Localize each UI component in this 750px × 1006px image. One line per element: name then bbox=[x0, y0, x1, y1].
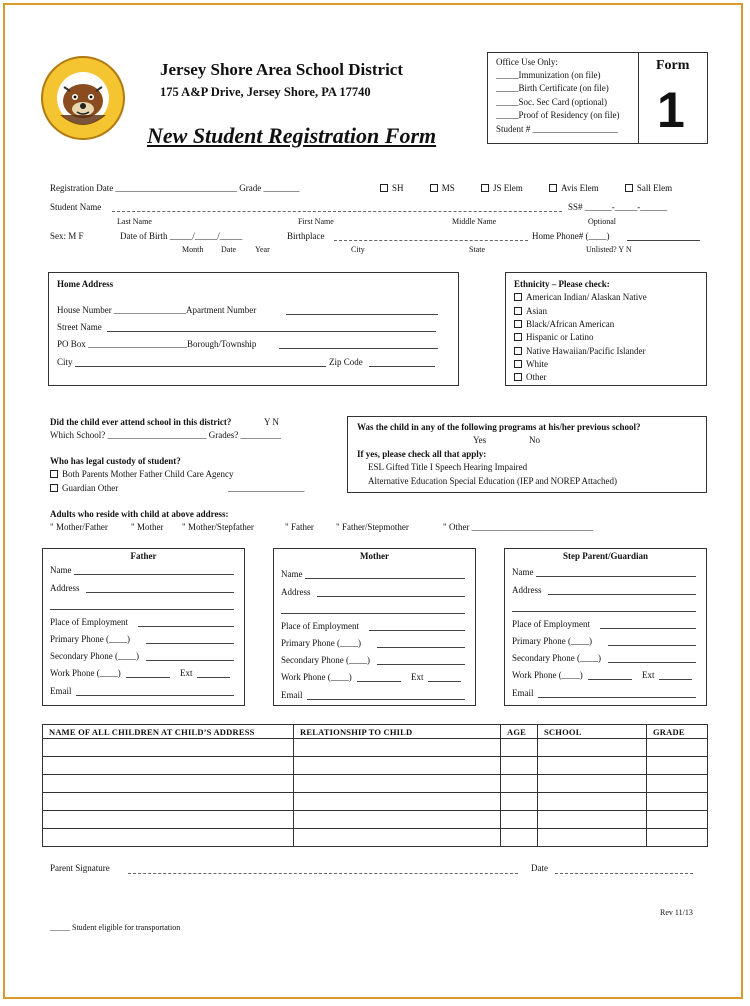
signature-line[interactable] bbox=[128, 873, 518, 874]
custody-options-row1[interactable]: Both Parents Mother Father Child Care Agency bbox=[50, 469, 233, 479]
ethnicity-option[interactable]: Hispanic or Latino bbox=[514, 332, 593, 342]
checkbox-icon[interactable] bbox=[625, 184, 633, 192]
checkbox-icon[interactable] bbox=[514, 373, 522, 381]
last-name-caption: Last Name bbox=[117, 217, 152, 226]
reside-option[interactable]: " Mother bbox=[131, 522, 164, 532]
date-caption: Date bbox=[221, 245, 237, 254]
attend-question: Did the child ever attend school in this district? bbox=[50, 417, 232, 427]
table-cell[interactable] bbox=[538, 739, 647, 757]
page-border bbox=[3, 3, 743, 999]
street-name-line[interactable] bbox=[107, 331, 436, 332]
student-name-line[interactable] bbox=[112, 211, 562, 212]
city-caption: City bbox=[351, 245, 365, 254]
guardian-field-address: Address bbox=[281, 587, 311, 597]
ethnicity-option[interactable]: Native Hawaiian/Pacific Islander bbox=[514, 346, 645, 356]
column-header: GRADE bbox=[647, 725, 708, 739]
reside-option[interactable]: " Mother/Father bbox=[50, 522, 108, 532]
guardian-field-email: Email bbox=[512, 688, 534, 698]
guardian-box-title: Step Parent/Guardian bbox=[562, 551, 649, 561]
table-cell[interactable] bbox=[647, 829, 708, 847]
guardian-field-ext: Ext bbox=[411, 672, 424, 682]
student-name-label: Student Name bbox=[50, 202, 102, 212]
po-box-field[interactable]: PO Box ______________________Borough/Township bbox=[57, 339, 257, 349]
table-cell[interactable] bbox=[538, 793, 647, 811]
table-cell[interactable] bbox=[538, 757, 647, 775]
table-cell[interactable] bbox=[647, 757, 708, 775]
table-cell[interactable] bbox=[43, 829, 294, 847]
ethnicity-option[interactable]: White bbox=[514, 359, 548, 369]
table-cell[interactable] bbox=[647, 793, 708, 811]
table-cell[interactable] bbox=[501, 757, 538, 775]
which-school-field[interactable]: Which School? ______________________ Grades? _________ bbox=[50, 430, 281, 440]
guardian-field-primary: Primary Phone (____) bbox=[281, 638, 361, 648]
ethnicity-title: Ethnicity – Please check: bbox=[514, 279, 610, 289]
guardian-input-line[interactable] bbox=[377, 664, 465, 665]
optional-caption: Optional bbox=[588, 217, 616, 226]
programs-yes[interactable]: Yes bbox=[473, 435, 487, 445]
zip-line[interactable] bbox=[369, 366, 435, 367]
office-item: _____Birth Certificate (on file) bbox=[496, 83, 609, 93]
guardian-input-line[interactable] bbox=[138, 626, 234, 627]
table-cell[interactable] bbox=[294, 811, 501, 829]
programs-no[interactable]: No bbox=[529, 435, 540, 445]
guardian-field-work: Work Phone (____) bbox=[512, 670, 583, 680]
table-cell[interactable] bbox=[294, 739, 501, 757]
grade-option-sall-elem[interactable]: Sall Elem bbox=[625, 183, 672, 193]
column-header: AGE bbox=[501, 725, 538, 739]
guardian-input-line[interactable] bbox=[600, 628, 696, 629]
guardian-input-line[interactable] bbox=[76, 695, 234, 696]
guardian-field-ext: Ext bbox=[642, 670, 655, 680]
sex-field[interactable]: Sex: M F bbox=[50, 231, 84, 241]
city-line[interactable] bbox=[75, 366, 326, 367]
grade-option-avis-elem[interactable]: Avis Elem bbox=[549, 183, 599, 193]
table-cell[interactable] bbox=[294, 757, 501, 775]
guardian-input-line[interactable] bbox=[548, 594, 696, 595]
checkbox-icon[interactable] bbox=[514, 320, 522, 328]
grade-option-sh[interactable]: SH bbox=[380, 183, 404, 193]
table-cell[interactable] bbox=[538, 775, 647, 793]
form-title: New Student Registration Form bbox=[147, 123, 437, 148]
guardian-field-employment: Place of Employment bbox=[281, 621, 359, 631]
guardian-field-secondary: Secondary Phone (____) bbox=[281, 655, 370, 665]
form-number: 1 bbox=[657, 82, 685, 138]
guardian-input-line[interactable] bbox=[588, 679, 632, 680]
table-row bbox=[43, 793, 708, 811]
office-title: Office Use Only: bbox=[496, 57, 558, 67]
month-caption: Month bbox=[182, 245, 204, 254]
checkbox-icon[interactable] bbox=[481, 184, 489, 192]
unlisted-caption[interactable]: Unlisted? Y N bbox=[586, 245, 632, 254]
guardian-input-line[interactable] bbox=[377, 647, 465, 648]
table-cell[interactable] bbox=[294, 793, 501, 811]
checkbox-icon[interactable] bbox=[514, 333, 522, 341]
house-number-field[interactable]: House Number ________________Apartment Number bbox=[57, 305, 257, 315]
grade-option-js-elem[interactable]: JS Elem bbox=[481, 183, 523, 193]
apartment-line[interactable] bbox=[286, 314, 438, 315]
checkbox-icon[interactable] bbox=[514, 347, 522, 355]
guardian-input-line[interactable] bbox=[317, 596, 465, 597]
guardian-box-title: Mother bbox=[360, 551, 389, 561]
ss-field[interactable]: SS# ______-_____-______ bbox=[568, 202, 668, 212]
guardian-field-name: Name bbox=[281, 569, 303, 579]
table-cell[interactable] bbox=[501, 775, 538, 793]
reside-question: Adults who reside with child at above address: bbox=[50, 509, 229, 519]
guardian-field-email: Email bbox=[50, 686, 72, 696]
signature-label: Parent Signature bbox=[50, 863, 110, 873]
table-cell[interactable] bbox=[647, 739, 708, 757]
children-table bbox=[42, 724, 708, 847]
checkbox-icon[interactable] bbox=[430, 184, 438, 192]
table-cell[interactable] bbox=[501, 793, 538, 811]
guardian-input-line[interactable] bbox=[50, 609, 234, 610]
home-phone-field[interactable]: Home Phone# (____) bbox=[532, 231, 610, 241]
grade-options bbox=[380, 183, 672, 193]
form-label: Form bbox=[656, 58, 690, 73]
guardian-input-line[interactable] bbox=[307, 699, 465, 700]
table-cell[interactable] bbox=[501, 739, 538, 757]
table-cell[interactable] bbox=[501, 829, 538, 847]
ethnicity-option[interactable]: Black/African American bbox=[514, 319, 614, 329]
ethnicity-option[interactable]: American Indian/ Alaskan Native bbox=[514, 292, 647, 302]
revision-label: Rev 11/13 bbox=[660, 908, 693, 917]
table-header-row bbox=[43, 725, 708, 739]
guardian-field-work: Work Phone (____) bbox=[281, 672, 352, 682]
checkbox-icon[interactable] bbox=[514, 293, 522, 301]
reside-option[interactable]: " Other ___________________________ bbox=[443, 522, 594, 532]
guardian-ext-line[interactable] bbox=[428, 681, 461, 682]
guardian-box-title: Father bbox=[130, 551, 157, 561]
table-row bbox=[43, 757, 708, 775]
table-cell[interactable] bbox=[647, 775, 708, 793]
ethnicity-option[interactable]: Asian bbox=[514, 306, 547, 316]
checkbox-icon[interactable] bbox=[549, 184, 557, 192]
signature-date-line[interactable] bbox=[555, 873, 693, 874]
table-cell[interactable] bbox=[647, 811, 708, 829]
table-cell[interactable] bbox=[538, 829, 647, 847]
table-cell[interactable] bbox=[43, 739, 294, 757]
guardian-field-email: Email bbox=[281, 690, 303, 700]
first-name-caption: First Name bbox=[298, 217, 334, 226]
guardian-field-name: Name bbox=[50, 565, 72, 575]
guardian-input-line[interactable] bbox=[357, 681, 401, 682]
reside-option[interactable]: " Father bbox=[285, 522, 314, 532]
guardian-input-line[interactable] bbox=[536, 576, 696, 577]
programs-options-row2[interactable]: Alternative Education Special Education (IEP and NOREP Attached) bbox=[368, 476, 618, 486]
father-box bbox=[42, 548, 245, 706]
ethnicity-option[interactable]: Other bbox=[514, 372, 547, 382]
guardian-field-secondary: Secondary Phone (____) bbox=[512, 653, 601, 663]
table-cell[interactable] bbox=[43, 793, 294, 811]
custody-options-row2[interactable]: Guardian Other bbox=[50, 483, 118, 493]
city-label: City bbox=[57, 357, 73, 367]
checkbox-icon[interactable] bbox=[50, 484, 58, 492]
guardian-input-line[interactable] bbox=[281, 613, 465, 614]
programs-question: Was the child in any of the following programs at his/her previous school? bbox=[357, 422, 641, 432]
guardian-input-line[interactable] bbox=[608, 645, 696, 646]
guardian-input-line[interactable] bbox=[74, 574, 234, 575]
student-number: Student # ___________________ bbox=[496, 124, 619, 134]
grade-option-ms[interactable]: MS bbox=[430, 183, 455, 193]
attend-yes-no[interactable]: Y N bbox=[264, 417, 279, 427]
guardian-input-line[interactable] bbox=[146, 660, 234, 661]
guardian-field-address: Address bbox=[50, 583, 80, 593]
programs-options-row1[interactable]: ESL Gifted Title I Speech Hearing Impaired bbox=[368, 462, 528, 472]
table-row bbox=[43, 829, 708, 847]
signature-date-label: Date bbox=[531, 863, 548, 873]
checkbox-icon[interactable] bbox=[514, 307, 522, 315]
district-address: 175 A&P Drive, Jersey Shore, PA 17740 bbox=[160, 85, 371, 99]
table-row bbox=[43, 811, 708, 829]
home-address-box bbox=[48, 272, 459, 386]
dob-field[interactable]: Date of Birth _____/_____/_____ bbox=[120, 231, 243, 241]
transport-eligibility[interactable]: _____ Student eligible for transportation bbox=[50, 923, 181, 932]
column-header: RELATIONSHIP TO CHILD bbox=[294, 725, 501, 739]
column-header: NAME OF ALL CHILDREN AT CHILD’S ADDRESS bbox=[43, 725, 294, 739]
table-cell[interactable] bbox=[43, 775, 294, 793]
checkbox-icon[interactable] bbox=[514, 360, 522, 368]
year-caption: Year bbox=[255, 245, 270, 254]
checkbox-icon[interactable] bbox=[50, 470, 58, 478]
guardian-field-ext: Ext bbox=[180, 668, 193, 678]
guardian-input-line[interactable] bbox=[608, 662, 696, 663]
guardian-input-line[interactable] bbox=[126, 677, 170, 678]
home-phone-line[interactable] bbox=[627, 240, 700, 241]
guardian-ext-line[interactable] bbox=[659, 679, 692, 680]
table-cell[interactable] bbox=[294, 829, 501, 847]
custody-other-line[interactable]: _________________ bbox=[228, 483, 305, 493]
guardian-field-employment: Place of Employment bbox=[512, 619, 590, 629]
guardian-field-primary: Primary Phone (____) bbox=[50, 634, 130, 644]
table-row bbox=[43, 739, 708, 757]
table-cell[interactable] bbox=[43, 757, 294, 775]
guardian-field-employment: Place of Employment bbox=[50, 617, 128, 627]
table-cell[interactable] bbox=[43, 811, 294, 829]
guardian-field-address: Address bbox=[512, 585, 542, 595]
guardian-input-line[interactable] bbox=[512, 611, 696, 612]
borough-line[interactable] bbox=[279, 348, 438, 349]
programs-subheading: If yes, please check all that apply: bbox=[357, 449, 487, 459]
table-cell[interactable] bbox=[501, 811, 538, 829]
guardian-input-line[interactable] bbox=[369, 630, 465, 631]
state-caption: State bbox=[469, 245, 485, 254]
custody-question: Who has legal custody of student? bbox=[50, 456, 181, 466]
home-address-title: Home Address bbox=[57, 279, 114, 289]
birthplace-line[interactable] bbox=[334, 240, 528, 241]
guardian-input-line[interactable] bbox=[86, 592, 234, 593]
column-header: SCHOOL bbox=[538, 725, 647, 739]
table-cell[interactable] bbox=[294, 775, 501, 793]
reside-option[interactable]: " Mother/Stepfather bbox=[182, 522, 254, 532]
table-row bbox=[43, 775, 708, 793]
zip-label: Zip Code bbox=[329, 357, 363, 367]
guardian-input-line[interactable] bbox=[538, 697, 696, 698]
district-name: Jersey Shore Area School District bbox=[160, 60, 403, 79]
guardian-ext-line[interactable] bbox=[197, 677, 230, 678]
reside-option[interactable]: " Father/Stepmother bbox=[336, 522, 409, 532]
school-logo bbox=[40, 55, 126, 141]
office-item: _____Proof of Residency (on file) bbox=[496, 110, 620, 120]
table-cell[interactable] bbox=[538, 811, 647, 829]
office-item: _____Soc. Sec Card (optional) bbox=[496, 97, 607, 107]
checkbox-icon[interactable] bbox=[380, 184, 388, 192]
guardian-input-line[interactable] bbox=[305, 578, 465, 579]
guardian-field-name: Name bbox=[512, 567, 534, 577]
registration-date-field[interactable]: Registration Date ___________________________ Grade ________ bbox=[50, 183, 300, 193]
guardian-input-line[interactable] bbox=[146, 643, 234, 644]
guardian-field-primary: Primary Phone (____) bbox=[512, 636, 592, 646]
guardian-field-secondary: Secondary Phone (____) bbox=[50, 651, 139, 661]
office-divider bbox=[638, 52, 639, 144]
street-name-label: Street Name bbox=[57, 322, 102, 332]
guardian-field-work: Work Phone (____) bbox=[50, 668, 121, 678]
middle-name-caption: Middle Name bbox=[452, 217, 497, 226]
birthplace-label: Birthplace bbox=[287, 231, 325, 241]
office-item: _____Immunization (on file) bbox=[496, 70, 601, 80]
